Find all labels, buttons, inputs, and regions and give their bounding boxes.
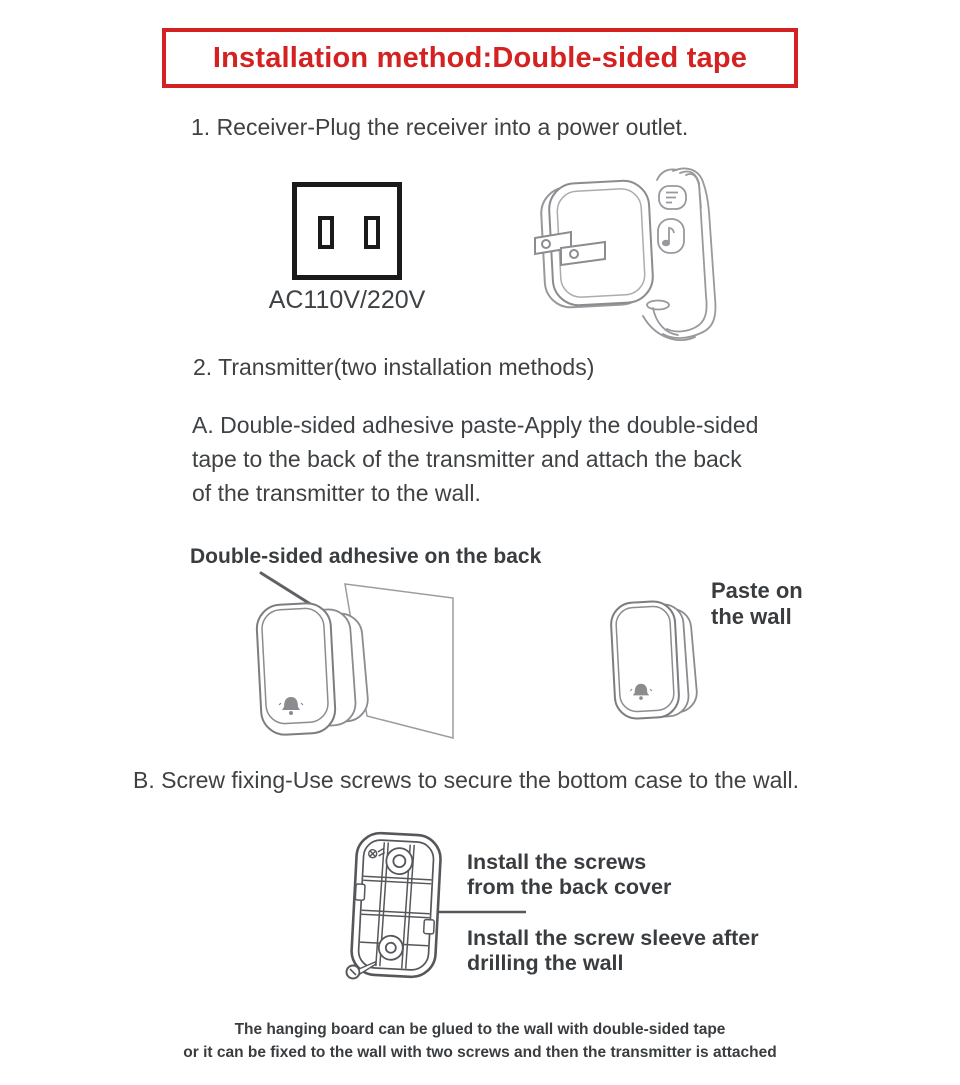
power-outlet-icon [290,180,405,285]
receiver-plug-illustration [525,158,725,343]
method-b-heading: B. Screw fixing-Use screws to secure the bottom case to the wall. [133,767,799,793]
mount-tab-right [424,920,435,935]
music-note-icon [658,219,684,253]
outlet-slot-right [366,218,378,247]
footer-line: The hanging board can be glued to the wall with double-sided tape [234,1021,726,1038]
step1-heading: 1. Receiver-Plug the receiver into a power outlet. [191,114,689,140]
step2-heading: 2. Transmitter(two installation methods) [193,354,595,380]
paste-on-wall-label [711,578,803,630]
method-a-text [192,408,758,510]
mount-tab-left [355,884,365,900]
outlet-voltage-label: AC110V/220V [268,286,426,314]
label-line: from the back cover [467,875,672,899]
page-title: Installation method:Double-sided tape [212,41,748,74]
horizontal-lines-icon [659,186,686,209]
label-line: Install the screws [467,850,647,874]
screws-label [467,850,671,900]
transmitter-body [256,602,370,736]
footer-note [0,1018,960,1064]
method-a-line: of the transmitter to the wall. [192,480,481,506]
indicator-slot [647,301,669,310]
outlet-slot-left [320,218,332,247]
back-cover-plate [350,832,441,978]
method-a-line: A. Double-sided adhesive paste-Apply the double-sided [192,412,759,438]
title-banner [162,28,798,88]
label-line: the wall [711,604,792,629]
adhesive-label: Double-sided adhesive on the back [190,545,542,568]
sleeve-label [467,926,759,976]
footer-line: or it can be fixed to the wall with two screws and then the transmitter is attached [183,1044,777,1061]
label-line: drilling the wall [467,951,624,975]
label-line: Install the screw sleeve after [467,926,759,950]
transmitter-front-illustration [608,595,708,730]
method-a-line: tape to the back of the transmitter and attach the back [192,446,742,472]
label-line: Paste on [711,578,803,603]
transmitter-adhesive-wall-illustration [245,570,495,755]
transmitter-body [610,600,698,719]
